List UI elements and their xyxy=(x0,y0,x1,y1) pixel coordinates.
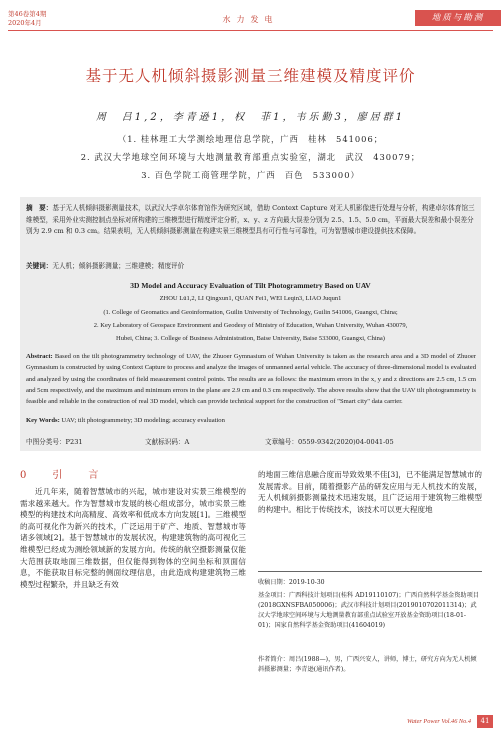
footnote-author: 作者简介：周吕(1988—)，男，广西兴安人，讲师，博士，研究方向为无人机倾斜摄影测量；李青逊(通讯作者)。 xyxy=(258,656,477,673)
affiliation-2: 2. 武汉大学地球空间环境与大地测量教育部重点实验室，湖北 武汉 430079； xyxy=(80,152,421,162)
clc-number: 中图分类号：P231 xyxy=(26,438,83,446)
footnote-funding: 基金项目：广西科技计划项目(桂科 AD19110107)；广西自然科学基金资助项目(2018GXNSFBA050006)；武汉市科技计划项目(2019010702011314)；武汉大学地球空间环境与大地测量教育部重点试验室开放基金资助项目(18-01-01)；国家自然科学基金资助项目(41604019) xyxy=(258,592,479,629)
column-tag: 地质与勘测 xyxy=(415,10,501,26)
date-text: 2020年4月 xyxy=(8,19,42,27)
english-abstract-text: Based on the tilt photogrammetry technology of UAV, the Zhuoer Gymnasium of Wuhan University is taken as the research area and a 3D model of Zhuoer Gymnasium is constructed by using Context Capture to process and analyze the images of unmanned aerial vehicle. The accuracy of three-dimensional model is evaluated and analyzed by using the coordinates of field measurement control points. The results are as follows: the maximum errors in the x, y and z directions are 2.5 cm, 1.5 cm and 5cm respectively, and the maximum and minimum errors in the plane are 2.9 cm and 0.3 cm respectively. The above results show that the UAV tilt photogrammetry is feasible and reliable in the construction of real 3D model, which can provide technical support for the construction of "Smart city" data carrier. xyxy=(26,353,476,406)
english-abstract xyxy=(26,351,476,407)
body-right-column: 的地面三维信息融合度而导致效果不佳[3]，已不能满足智慧城市的发展需求。目前，随着摄影产品的研发应用与无人机技术的发展，无人机倾斜摄影测量技术迅速发展，且广泛运用于建筑物三维模型的构建中。相比于传统技术，该技术可以更大程度地 xyxy=(258,470,482,514)
english-affiliation-2: 2. Key Laboratory of Geospace Environment and Geodesy of Ministry of Education, Wuhan University, Wuhan 430079, xyxy=(93,322,408,329)
english-keywords-text: UAV; tilt photogrammetry; 3D modeling; accuracy evaluation xyxy=(61,417,225,424)
keywords-cn xyxy=(26,260,476,270)
journal-name: 水力发电 xyxy=(222,15,279,24)
footer-journal: Water Power Vol.46 No.4 xyxy=(407,718,471,725)
english-affiliation-3: Hubei, China; 3. College of Business Administration, Baise University, Baise 533000, Guangxi, China) xyxy=(116,335,385,342)
body-left-column: 近几年来，随着智慧城市的兴起，城市建设对实景三维模型的需求越来越大。作为智慧城市发展的核心组成部分，城市实景三维模型的构建技术向高精度、高效率和低成本方向发展[1]。三维模型的高可视化作为新兴的技术，广泛运用于矿产、地质、智慧城市等诸多领域[2]。基于智慧城市的发展状况，构建建筑物的高可视化三维模型已经成为测绘领域新的发展方向。传统的航空摄影测量仅能大范围获取地面三维数据，但仅能得到物体的空间坐标和顶面信息，不能获取目标完整的侧面纹理信息，由此造成构建建筑物三维模型过程繁杂，并且缺乏有效 xyxy=(20,487,246,589)
keywords-cn-text: 无人机；倾斜摄影测量；三维建模；精度评价 xyxy=(52,262,185,270)
english-title: 3D Model and Accuracy Evaluation of Tilt Photogrammetry Based on UAV xyxy=(130,281,371,290)
footnote-received: 收稿日期：2019-10-30 xyxy=(258,579,325,586)
english-keywords xyxy=(26,417,476,424)
english-authors: ZHOU Lü1,2, LI Qingxun1, QUAN Fei1, WEI Leqin3, LIAO Juqun1 xyxy=(159,295,342,302)
section-heading: 0 引 言 xyxy=(20,470,107,481)
english-abstract-label: Abstract: xyxy=(26,353,53,360)
abstract-cn-text: 基于无人机倾斜摄影测量技术，以武汉大学卓尔体育馆作为研究区域，借助 Context Capture 对无人机影像进行处理与分析，构建卓尔体育馆三维模型，采用外业实测控制点坐标对所构建的三维模型进行精度评定分析，x、y、z 方向最大误差分别为 2.5、1.5、5.0 cm，平面最大误差和最小误差分别为 2.9 cm 和 0.3 cm。结果表明，无人机倾斜摄影测量在构建实景三维模型具有可行性与可靠性，可为智慧城市建设提供技术保障。 xyxy=(26,204,475,235)
footnote-divider xyxy=(258,571,482,572)
keywords-cn-label: 关键词： xyxy=(26,262,53,270)
affiliation-3: 3. 百色学院工商管理学院，广西 百色 533000） xyxy=(141,170,360,180)
affiliation-1: （1. 桂林理工大学测绘地理信息学院，广西 桂林 541006； xyxy=(117,134,384,144)
doc-code: 文献标识码：A xyxy=(145,438,190,446)
page-number: 41 xyxy=(477,715,493,728)
volume-text: 第46卷第4期 xyxy=(8,10,47,18)
english-keywords-label: Key Words: xyxy=(26,417,60,424)
author-list: 周 吕1,2，李青逊1，权 菲1，韦乐勤3，廖居群1 xyxy=(95,112,406,123)
paper-title: 基于无人机倾斜摄影测量三维建模及精度评价 xyxy=(85,67,416,85)
english-affiliation-1: (1. College of Geomatics and Geoinformation, Guilin University of Technology, Guilin 541006, Guangxi, China; xyxy=(103,309,398,316)
abstract-cn xyxy=(26,203,476,238)
article-number: 文章编号：0559-9342(2020)04-0041-05 xyxy=(265,438,394,446)
header-divider xyxy=(8,30,493,31)
abstract-cn-label: 摘 要： xyxy=(26,204,53,212)
